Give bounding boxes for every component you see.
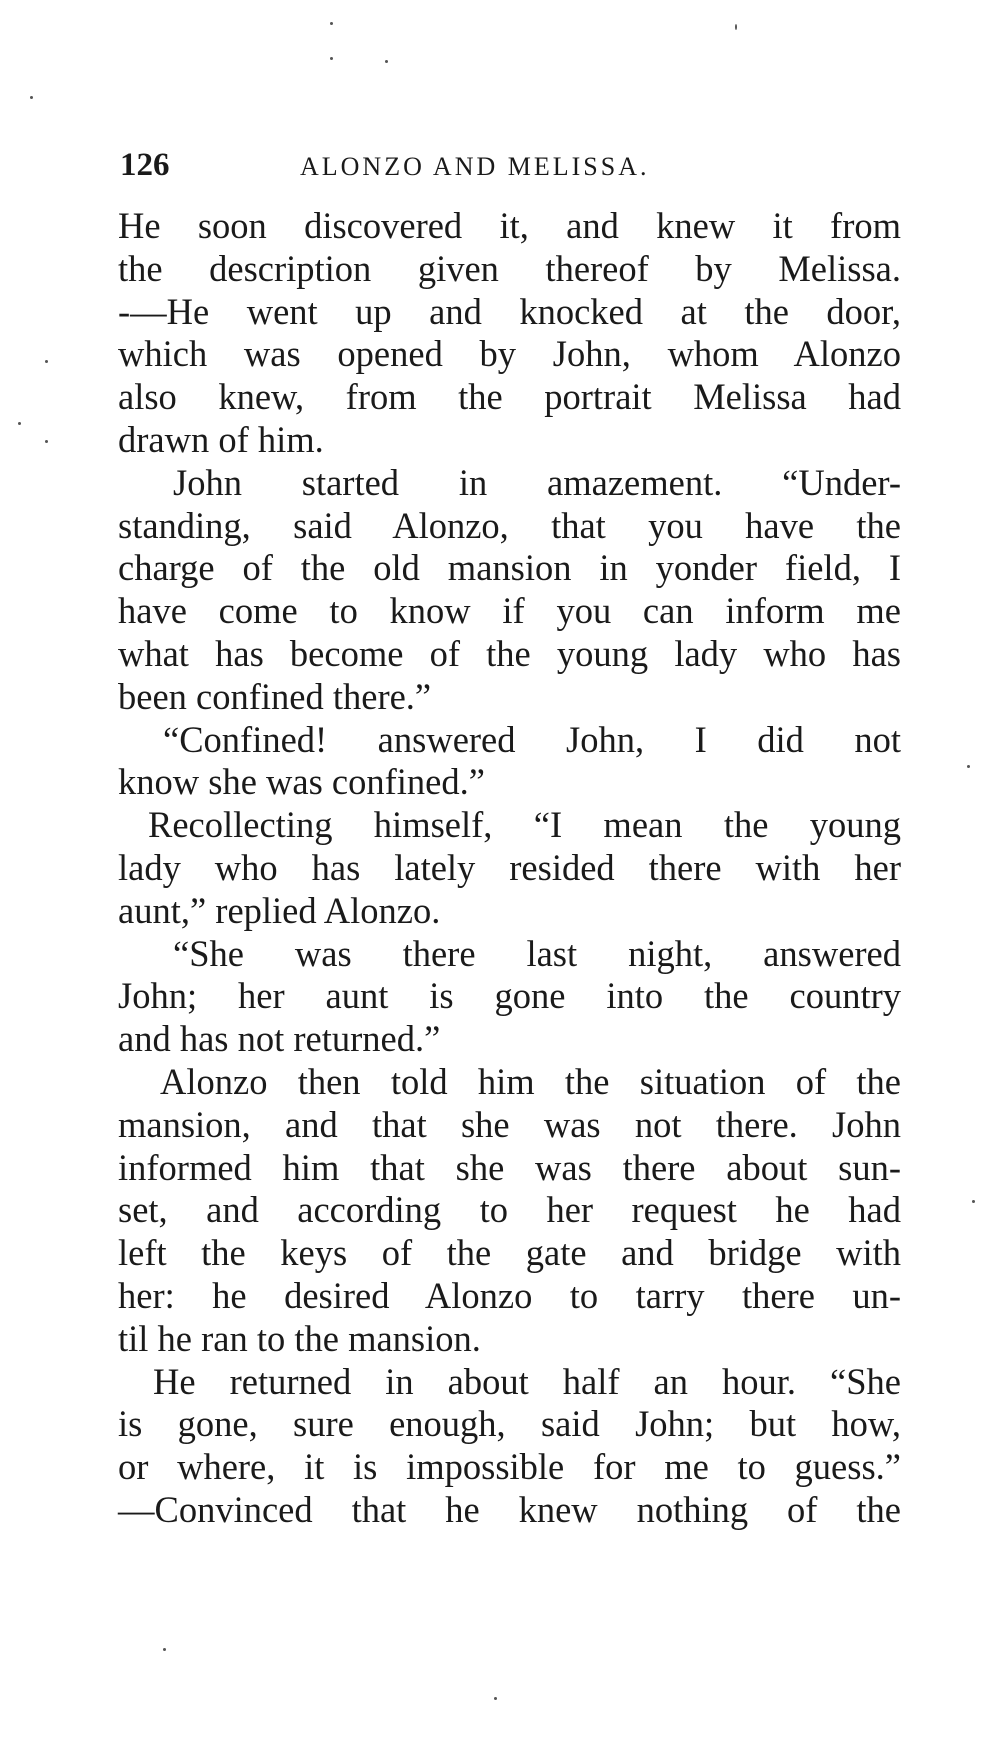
text-line: and has not returned.”: [118, 1018, 441, 1060]
text-line: also knew, from the portrait Melissa had: [118, 376, 901, 418]
text-line: Alonzo then told him the situation of the: [160, 1060, 901, 1102]
text-line: Recollecting himself, “I mean the young: [148, 804, 901, 846]
scan-speck: [163, 1648, 166, 1651]
paragraph: [118, 1361, 901, 1532]
paragraph: [118, 462, 901, 719]
text-line: set, and according to her request he had: [118, 1189, 901, 1231]
text-line: “Confined! answered John, I did not: [163, 718, 901, 760]
text-line: the description given thereof by Melissa.: [118, 247, 901, 289]
text-line: her: he desired Alonzo to tarry there un-: [118, 1274, 901, 1316]
text-line: John started in amazement. “Under-: [173, 461, 901, 503]
text-line: or where, it is impossible for me to guess.”: [118, 1446, 901, 1488]
scan-speck: [45, 360, 48, 363]
text-line: John; her aunt is gone into the country: [118, 975, 901, 1017]
text-line: til he ran to the mansion.: [118, 1317, 481, 1359]
text-line: know she was confined.”: [118, 761, 485, 803]
text-line: lady who has lately resided there with her: [118, 846, 901, 888]
page-header: [120, 142, 900, 188]
text-line: “She was there last night, answered: [173, 932, 901, 974]
text-line: aunt,” replied Alonzo.: [118, 889, 441, 931]
scan-speck: [385, 60, 388, 63]
text-line: been confined there.”: [118, 675, 432, 717]
scan-speck: [967, 765, 970, 768]
scan-speck: [735, 24, 737, 30]
scan-speck: [330, 57, 333, 60]
running-head: ALONZO AND MELISSA.: [300, 152, 650, 181]
text-line: drawn of him.: [118, 418, 324, 460]
scan-speck: [972, 1200, 975, 1203]
text-line: He returned in about half an hour. “She: [153, 1360, 901, 1402]
text-line: —Convinced that he knew nothing of the: [118, 1488, 901, 1530]
scan-speck: [494, 1697, 497, 1700]
text-line: standing, said Alonzo, that you have the: [118, 504, 901, 546]
text-line: is gone, sure enough, said John; but how,: [118, 1403, 901, 1445]
text-line: which was opened by John, whom Alonzo: [118, 333, 901, 375]
paragraph: [118, 1061, 901, 1361]
body-text: [118, 205, 901, 1532]
text-line: -—He went up and knocked at the door,: [118, 290, 901, 332]
text-line: charge of the old mansion in yonder field, I: [118, 547, 901, 589]
page-number: 126: [120, 147, 170, 183]
paragraph: [118, 719, 901, 805]
text-line: He soon discovered it, and knew it from: [118, 205, 901, 246]
paragraph: [118, 205, 901, 462]
paragraph: [118, 804, 901, 932]
scan-speck: [18, 422, 21, 425]
text-line: mansion, and that she was not there. John: [118, 1103, 901, 1145]
text-line: informed him that she was there about sun-: [118, 1146, 901, 1188]
text-line: what has become of the young lady who has: [118, 632, 901, 674]
scan-speck: [45, 440, 48, 443]
text-line: left the keys of the gate and bridge with: [118, 1232, 901, 1274]
paragraph: [118, 933, 901, 1061]
scan-speck: [30, 96, 33, 99]
text-line: have come to know if you can inform me: [118, 590, 901, 632]
scan-speck: [330, 22, 333, 25]
